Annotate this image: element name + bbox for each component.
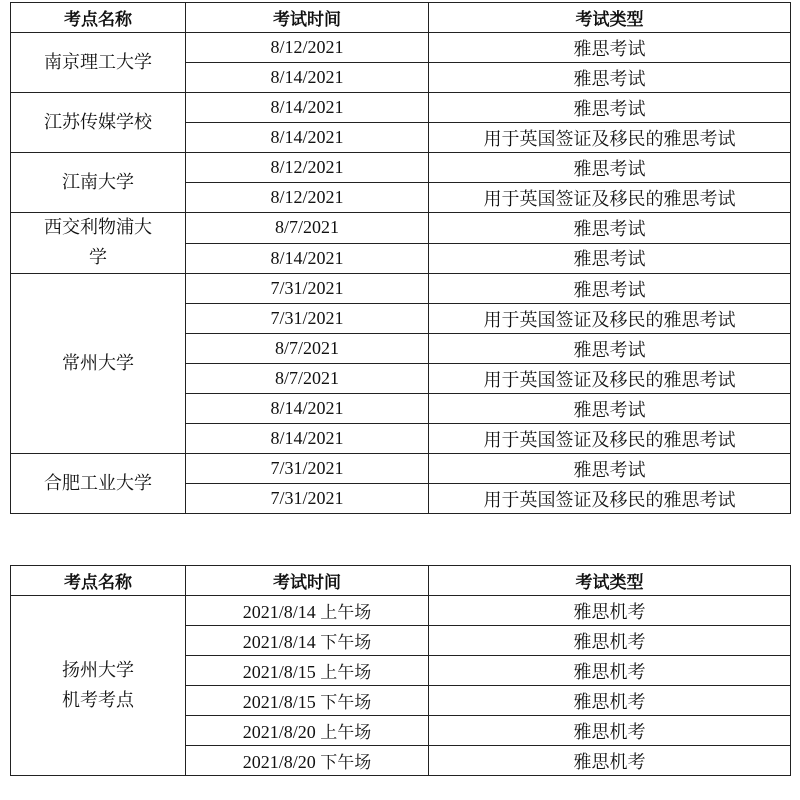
- site-name-cell: 江苏传媒学校: [11, 93, 186, 153]
- site-name-cell: 常州大学: [11, 274, 186, 454]
- exam-type-cell: 雅思机考: [429, 686, 791, 716]
- exam-date-cell: 8/14/2021: [186, 243, 429, 274]
- exam-type-cell: 用于英国签证及移民的雅思考试: [429, 183, 791, 213]
- exam-date: 2021/8/15: [242, 662, 316, 682]
- exam-type-cell: 雅思考试: [429, 454, 791, 484]
- exam-date-cell: 8/7/2021: [186, 334, 429, 364]
- table-row: [11, 596, 791, 626]
- exam-session: 上午场: [320, 723, 372, 743]
- exam-date-cell: 8/12/2021: [186, 153, 429, 183]
- exam-type-cell: 用于英国签证及移民的雅思考试: [429, 364, 791, 394]
- site-name-cell: [11, 596, 186, 776]
- table-row: [11, 454, 791, 484]
- table-row: [11, 93, 791, 123]
- exam-date-cell: 8/14/2021: [186, 63, 429, 93]
- exam-date-cell: 8/12/2021: [186, 33, 429, 63]
- exam-type-cell: 雅思机考: [429, 716, 791, 746]
- exam-session: 下午场: [320, 633, 372, 653]
- exam-session: 上午场: [320, 663, 372, 683]
- exam-date-cell: 7/31/2021: [186, 454, 429, 484]
- exam-date-cell: [186, 626, 429, 656]
- exam-type-cell: 雅思考试: [429, 33, 791, 63]
- exam-type-cell: 雅思考试: [429, 274, 791, 304]
- exam-date-cell: 7/31/2021: [186, 274, 429, 304]
- exam-type-cell: 雅思考试: [429, 213, 791, 244]
- header-site: 考点名称: [11, 3, 186, 33]
- exam-schedule-table: [10, 2, 791, 514]
- exam-date-cell: 7/31/2021: [186, 304, 429, 334]
- site-name-line: 机考考点: [62, 689, 134, 711]
- site-name-line: 学: [89, 247, 107, 268]
- exam-date: 2021/8/20: [242, 752, 316, 772]
- exam-date-cell: 8/14/2021: [186, 394, 429, 424]
- exam-date-cell: [186, 716, 429, 746]
- table-row: [11, 33, 791, 63]
- exam-type-cell: 雅思考试: [429, 243, 791, 274]
- exam-date: 2021/8/15: [242, 692, 316, 712]
- exam-date-cell: 8/14/2021: [186, 93, 429, 123]
- exam-date-cell: [186, 656, 429, 686]
- exam-date-cell: 8/7/2021: [186, 364, 429, 394]
- exam-type-cell: 雅思机考: [429, 626, 791, 656]
- exam-type-cell: 雅思机考: [429, 596, 791, 626]
- exam-type-cell: 用于英国签证及移民的雅思考试: [429, 123, 791, 153]
- exam-date-cell: [186, 686, 429, 716]
- exam-date: 2021/8/20: [242, 722, 316, 742]
- site-name-cell: 合肥工业大学: [11, 454, 186, 514]
- header-type: 考试类型: [429, 3, 791, 33]
- header-date: 考试时间: [186, 566, 429, 596]
- exam-date-cell: 7/31/2021: [186, 484, 429, 514]
- computer-exam-schedule-table: [10, 565, 791, 776]
- table-row: [11, 153, 791, 183]
- exam-type-cell: 雅思考试: [429, 153, 791, 183]
- table-row: [11, 213, 791, 244]
- site-name-line: 扬州大学: [62, 659, 134, 681]
- exam-type-cell: 雅思考试: [429, 93, 791, 123]
- exam-session: 下午场: [320, 753, 372, 773]
- exam-date-cell: 8/14/2021: [186, 424, 429, 454]
- header-date: 考试时间: [186, 3, 429, 33]
- exam-session: 下午场: [320, 693, 372, 713]
- site-name-line: 西交利物浦大: [44, 217, 152, 238]
- exam-type-cell: 雅思机考: [429, 746, 791, 776]
- header-type: 考试类型: [429, 566, 791, 596]
- exam-date: 2021/8/14: [242, 632, 316, 652]
- table-row: [11, 274, 791, 304]
- exam-date-cell: [186, 596, 429, 626]
- exam-date-cell: [186, 746, 429, 776]
- exam-session: 上午场: [320, 603, 372, 623]
- exam-date: 2021/8/14: [242, 602, 316, 622]
- exam-date-cell: 8/12/2021: [186, 183, 429, 213]
- exam-type-cell: 雅思机考: [429, 656, 791, 686]
- exam-type-cell: 雅思考试: [429, 334, 791, 364]
- site-name-cell: 江南大学: [11, 153, 186, 213]
- exam-date-cell: 8/7/2021: [186, 213, 429, 244]
- header-row: [11, 566, 791, 596]
- exam-type-cell: 雅思考试: [429, 63, 791, 93]
- exam-type-cell: 用于英国签证及移民的雅思考试: [429, 304, 791, 334]
- header-site: 考点名称: [11, 566, 186, 596]
- site-name-cell: 南京理工大学: [11, 33, 186, 93]
- exam-type-cell: 用于英国签证及移民的雅思考试: [429, 424, 791, 454]
- header-row: [11, 3, 791, 33]
- exam-type-cell: 用于英国签证及移民的雅思考试: [429, 484, 791, 514]
- exam-date-cell: 8/14/2021: [186, 123, 429, 153]
- exam-type-cell: 雅思考试: [429, 394, 791, 424]
- site-name-cell: [11, 213, 186, 274]
